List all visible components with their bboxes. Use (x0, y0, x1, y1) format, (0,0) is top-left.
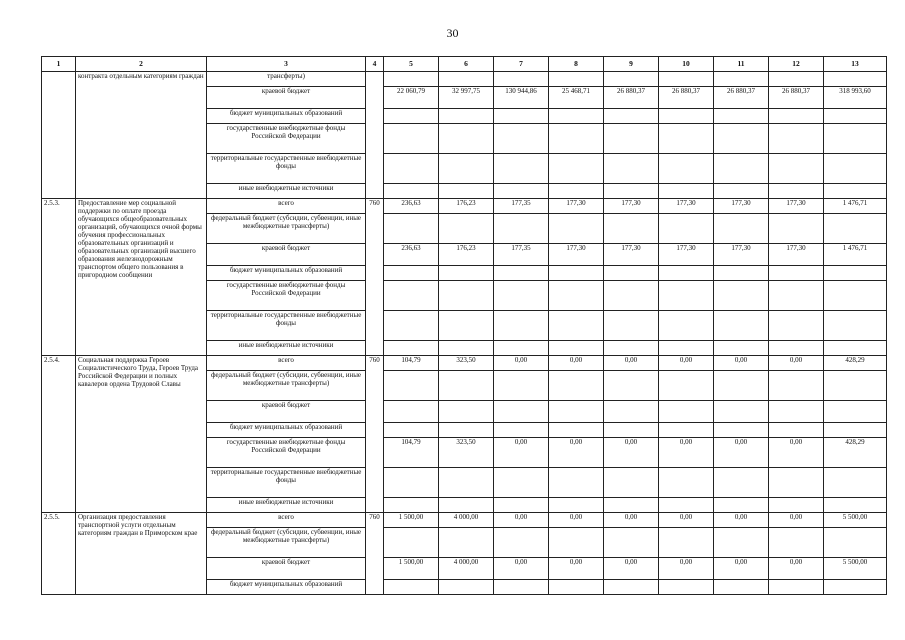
amount-cell (714, 109, 769, 124)
amount-cell (769, 528, 824, 558)
amount-cell (659, 341, 714, 356)
amount-cell (824, 401, 887, 423)
amount-cell: 0,00 (769, 438, 824, 468)
amount-cell: 104,79 (384, 356, 439, 371)
amount-cell (439, 468, 494, 498)
amount-cell (714, 124, 769, 154)
amount-cell (494, 341, 549, 356)
amount-cell (659, 311, 714, 341)
column-header: 5 (384, 57, 439, 72)
amount-cell: 0,00 (714, 356, 769, 371)
amount-cell (824, 109, 887, 124)
amount-cell (714, 423, 769, 438)
amount-cell: 26 880,37 (769, 87, 824, 109)
amount-cell: 177,30 (769, 199, 824, 214)
amount-cell: 0,00 (659, 558, 714, 580)
item-name: Предоставление мер социальной поддержки по оплате проезда обучающихся общеобразовательных организаций, обучающихся очной формы обучения профессиональных образовательных организаций и образовательных организаций высшего образования железнодорожным транспортом общего пользования в пригородном сообщении (76, 199, 207, 356)
table-body (42, 72, 887, 595)
amount-cell (769, 311, 824, 341)
item-name: Социальная поддержка Героев Социалистического Труда, Героев Труда Российской Федерации и полных кавалеров ордена Трудовой Славы (76, 356, 207, 513)
amount-cell (604, 580, 659, 595)
column-header: 3 (207, 57, 366, 72)
amount-cell: 177,35 (494, 244, 549, 266)
amount-cell (714, 401, 769, 423)
amount-cell (604, 184, 659, 199)
amount-cell (549, 109, 604, 124)
funding-source: трансферты) (207, 72, 366, 87)
amount-cell: 177,30 (659, 244, 714, 266)
amount-cell (384, 124, 439, 154)
amount-cell (384, 154, 439, 184)
amount-cell (769, 72, 824, 87)
amount-cell: 177,30 (769, 244, 824, 266)
amount-cell (439, 423, 494, 438)
amount-cell: 104,79 (384, 438, 439, 468)
amount-cell (549, 528, 604, 558)
funding-source: краевой бюджет (207, 401, 366, 423)
amount-cell: 0,00 (604, 356, 659, 371)
amount-cell (659, 401, 714, 423)
amount-cell: 5 500,00 (824, 513, 887, 528)
amount-cell: 1 500,00 (384, 513, 439, 528)
amount-cell (714, 266, 769, 281)
amount-cell (769, 124, 824, 154)
amount-cell (384, 184, 439, 199)
amount-cell (549, 371, 604, 401)
table-row (42, 199, 887, 214)
amount-cell (659, 124, 714, 154)
table-row (42, 72, 887, 87)
amount-cell (384, 72, 439, 87)
amount-cell (549, 468, 604, 498)
amount-cell (439, 311, 494, 341)
amount-cell: 177,30 (604, 199, 659, 214)
amount-cell (384, 341, 439, 356)
amount-cell (714, 72, 769, 87)
amount-cell (659, 266, 714, 281)
amount-cell: 177,30 (714, 244, 769, 266)
amount-cell (714, 498, 769, 513)
amount-cell (549, 580, 604, 595)
table-row (42, 356, 887, 371)
amount-cell (494, 423, 549, 438)
responsible-code: 760 (366, 356, 384, 513)
column-header: 10 (659, 57, 714, 72)
funding-source: краевой бюджет (207, 87, 366, 109)
amount-cell: 4 000,00 (439, 558, 494, 580)
amount-cell (714, 154, 769, 184)
amount-cell (659, 528, 714, 558)
amount-cell (549, 124, 604, 154)
amount-cell (384, 266, 439, 281)
column-header: 9 (604, 57, 659, 72)
amount-cell (604, 498, 659, 513)
amount-cell (604, 266, 659, 281)
amount-cell (824, 311, 887, 341)
amount-cell: 0,00 (659, 438, 714, 468)
amount-cell (769, 214, 824, 244)
funding-source: всего (207, 356, 366, 371)
amount-cell (604, 311, 659, 341)
amount-cell (604, 341, 659, 356)
item-number: 2.5.5. (42, 513, 76, 595)
amount-cell (439, 154, 494, 184)
amount-cell (439, 281, 494, 311)
amount-cell (549, 72, 604, 87)
amount-cell (824, 498, 887, 513)
funding-source: иные внебюджетные источники (207, 184, 366, 199)
amount-cell: 0,00 (549, 438, 604, 468)
amount-cell: 0,00 (494, 438, 549, 468)
amount-cell (384, 311, 439, 341)
amount-cell: 0,00 (604, 513, 659, 528)
amount-cell (494, 311, 549, 341)
amount-cell (439, 341, 494, 356)
column-header: 1 (42, 57, 76, 72)
column-header: 11 (714, 57, 769, 72)
amount-cell (824, 580, 887, 595)
column-header: 7 (494, 57, 549, 72)
amount-cell (769, 580, 824, 595)
amount-cell (769, 109, 824, 124)
amount-cell: 32 997,75 (439, 87, 494, 109)
amount-cell: 22 060,79 (384, 87, 439, 109)
amount-cell (714, 528, 769, 558)
amount-cell (659, 154, 714, 184)
amount-cell (824, 266, 887, 281)
amount-cell (769, 266, 824, 281)
amount-cell: 177,30 (659, 199, 714, 214)
amount-cell: 177,30 (604, 244, 659, 266)
amount-cell (659, 214, 714, 244)
amount-cell (769, 184, 824, 199)
amount-cell (824, 72, 887, 87)
amount-cell (549, 281, 604, 311)
amount-cell (769, 154, 824, 184)
responsible-code: 760 (366, 513, 384, 595)
amount-cell (384, 528, 439, 558)
amount-cell (384, 468, 439, 498)
amount-cell: 130 944,86 (494, 87, 549, 109)
amount-cell (384, 281, 439, 311)
funding-source: иные внебюджетные источники (207, 341, 366, 356)
amount-cell: 1 476,71 (824, 244, 887, 266)
amount-cell (439, 401, 494, 423)
amount-cell: 25 468,71 (549, 87, 604, 109)
amount-cell (714, 311, 769, 341)
amount-cell (604, 109, 659, 124)
amount-cell (659, 423, 714, 438)
amount-cell: 0,00 (714, 438, 769, 468)
column-header: 4 (366, 57, 384, 72)
amount-cell (384, 401, 439, 423)
column-header: 12 (769, 57, 824, 72)
funding-source: государственные внебюджетные фонды Российской Федерации (207, 124, 366, 154)
amount-cell (659, 580, 714, 595)
amount-cell: 177,30 (714, 199, 769, 214)
amount-cell: 236,63 (384, 199, 439, 214)
amount-cell (659, 498, 714, 513)
funding-source: федеральный бюджет (субсидии, субвенции, иные межбюджетные трансферты) (207, 214, 366, 244)
amount-cell (384, 580, 439, 595)
funding-source: федеральный бюджет (субсидии, субвенции, иные межбюджетные трансферты) (207, 528, 366, 558)
amount-cell: 176,23 (439, 199, 494, 214)
funding-source: территориальные государственные внебюджетные фонды (207, 311, 366, 341)
amount-cell: 177,30 (549, 199, 604, 214)
amount-cell: 0,00 (769, 558, 824, 580)
amount-cell (494, 281, 549, 311)
funding-source: государственные внебюджетные фонды Российской Федерации (207, 281, 366, 311)
amount-cell (549, 401, 604, 423)
amount-cell: 428,29 (824, 356, 887, 371)
amount-cell: 0,00 (549, 356, 604, 371)
amount-cell (494, 371, 549, 401)
amount-cell (494, 184, 549, 199)
amount-cell (604, 281, 659, 311)
amount-cell (494, 498, 549, 513)
funding-source: краевой бюджет (207, 558, 366, 580)
amount-cell (549, 266, 604, 281)
amount-cell (439, 214, 494, 244)
amount-cell: 0,00 (549, 558, 604, 580)
amount-cell (604, 401, 659, 423)
amount-cell (769, 341, 824, 356)
amount-cell: 176,23 (439, 244, 494, 266)
amount-cell: 26 880,37 (714, 87, 769, 109)
amount-cell (824, 124, 887, 154)
funding-source: бюджет муниципальных образований (207, 266, 366, 281)
amount-cell: 26 880,37 (604, 87, 659, 109)
amount-cell (439, 109, 494, 124)
table-row (42, 513, 887, 528)
amount-cell (549, 341, 604, 356)
funding-source: государственные внебюджетные фонды Российской Федерации (207, 438, 366, 468)
amount-cell (439, 72, 494, 87)
amount-cell (824, 341, 887, 356)
amount-cell (549, 214, 604, 244)
amount-cell (549, 498, 604, 513)
amount-cell (439, 371, 494, 401)
amount-cell (769, 468, 824, 498)
amount-cell (604, 423, 659, 438)
column-header: 2 (76, 57, 207, 72)
amount-cell (494, 468, 549, 498)
amount-cell (439, 266, 494, 281)
amount-cell (604, 528, 659, 558)
amount-cell (659, 281, 714, 311)
responsible-code (366, 72, 384, 199)
amount-cell: 0,00 (494, 356, 549, 371)
amount-cell (659, 371, 714, 401)
amount-cell (439, 580, 494, 595)
amount-cell: 0,00 (714, 513, 769, 528)
amount-cell (384, 109, 439, 124)
amount-cell: 1 476,71 (824, 199, 887, 214)
amount-cell (604, 214, 659, 244)
amount-cell: 4 000,00 (439, 513, 494, 528)
amount-cell (714, 371, 769, 401)
amount-cell (549, 184, 604, 199)
amount-cell (494, 266, 549, 281)
funding-source: бюджет муниципальных образований (207, 423, 366, 438)
funding-source: всего (207, 513, 366, 528)
amount-cell (384, 371, 439, 401)
amount-cell (659, 184, 714, 199)
amount-cell (659, 468, 714, 498)
amount-cell (549, 311, 604, 341)
amount-cell (714, 281, 769, 311)
amount-cell: 0,00 (659, 513, 714, 528)
amount-cell: 0,00 (604, 438, 659, 468)
item-number (42, 72, 76, 199)
amount-cell (714, 184, 769, 199)
column-header-row (42, 57, 887, 72)
amount-cell (494, 214, 549, 244)
amount-cell: 0,00 (659, 356, 714, 371)
amount-cell (824, 468, 887, 498)
amount-cell: 0,00 (714, 558, 769, 580)
amount-cell (604, 154, 659, 184)
amount-cell (714, 214, 769, 244)
amount-cell (824, 281, 887, 311)
funding-source: бюджет муниципальных образований (207, 580, 366, 595)
amount-cell (439, 124, 494, 154)
amount-cell (384, 498, 439, 513)
amount-cell (494, 580, 549, 595)
amount-cell: 236,63 (384, 244, 439, 266)
funding-source: бюджет муниципальных образований (207, 109, 366, 124)
column-header: 8 (549, 57, 604, 72)
amount-cell (659, 109, 714, 124)
amount-cell (769, 498, 824, 513)
amount-cell (604, 371, 659, 401)
amount-cell (384, 423, 439, 438)
column-header: 13 (824, 57, 887, 72)
amount-cell (769, 423, 824, 438)
funding-source: краевой бюджет (207, 244, 366, 266)
amount-cell (714, 468, 769, 498)
amount-cell (604, 72, 659, 87)
item-name: Организация предоставления транспортной услуги отдельным категориям граждан в Приморском крае (76, 513, 207, 595)
page-number: 30 (446, 26, 459, 40)
amount-cell: 0,00 (769, 513, 824, 528)
amount-cell: 318 993,60 (824, 87, 887, 109)
amount-cell: 177,30 (549, 244, 604, 266)
item-number: 2.5.4. (42, 356, 76, 513)
amount-cell (494, 528, 549, 558)
amount-cell (659, 72, 714, 87)
column-header: 6 (439, 57, 494, 72)
responsible-code: 760 (366, 199, 384, 356)
funding-source: иные внебюджетные источники (207, 498, 366, 513)
item-number: 2.5.3. (42, 199, 76, 356)
funding-source: федеральный бюджет (субсидии, субвенции, иные межбюджетные трансферты) (207, 371, 366, 401)
amount-cell (439, 528, 494, 558)
amount-cell (824, 214, 887, 244)
amount-cell: 0,00 (769, 356, 824, 371)
amount-cell (769, 401, 824, 423)
amount-cell: 1 500,00 (384, 558, 439, 580)
amount-cell: 0,00 (494, 513, 549, 528)
funding-source: территориальные государственные внебюджетные фонды (207, 154, 366, 184)
amount-cell (549, 154, 604, 184)
amount-cell: 323,50 (439, 438, 494, 468)
amount-cell (714, 580, 769, 595)
amount-cell (714, 341, 769, 356)
amount-cell: 0,00 (494, 558, 549, 580)
amount-cell (604, 468, 659, 498)
amount-cell: 5 500,00 (824, 558, 887, 580)
amount-cell (494, 154, 549, 184)
amount-cell (769, 371, 824, 401)
amount-cell: 323,50 (439, 356, 494, 371)
amount-cell (494, 401, 549, 423)
amount-cell (824, 423, 887, 438)
amount-cell (494, 124, 549, 154)
amount-cell (439, 184, 494, 199)
amount-cell (494, 72, 549, 87)
item-name: контракта отдельным категориям граждан (76, 72, 207, 199)
amount-cell: 0,00 (549, 513, 604, 528)
funding-source: всего (207, 199, 366, 214)
budget-table (41, 56, 887, 595)
amount-cell (769, 281, 824, 311)
amount-cell (824, 371, 887, 401)
amount-cell: 26 880,37 (659, 87, 714, 109)
amount-cell (824, 154, 887, 184)
amount-cell (439, 498, 494, 513)
amount-cell (604, 124, 659, 154)
amount-cell: 0,00 (604, 558, 659, 580)
amount-cell (384, 214, 439, 244)
amount-cell: 428,29 (824, 438, 887, 468)
funding-source: территориальные государственные внебюджетные фонды (207, 468, 366, 498)
amount-cell (824, 528, 887, 558)
amount-cell (549, 423, 604, 438)
amount-cell (494, 109, 549, 124)
amount-cell (824, 184, 887, 199)
amount-cell: 177,35 (494, 199, 549, 214)
